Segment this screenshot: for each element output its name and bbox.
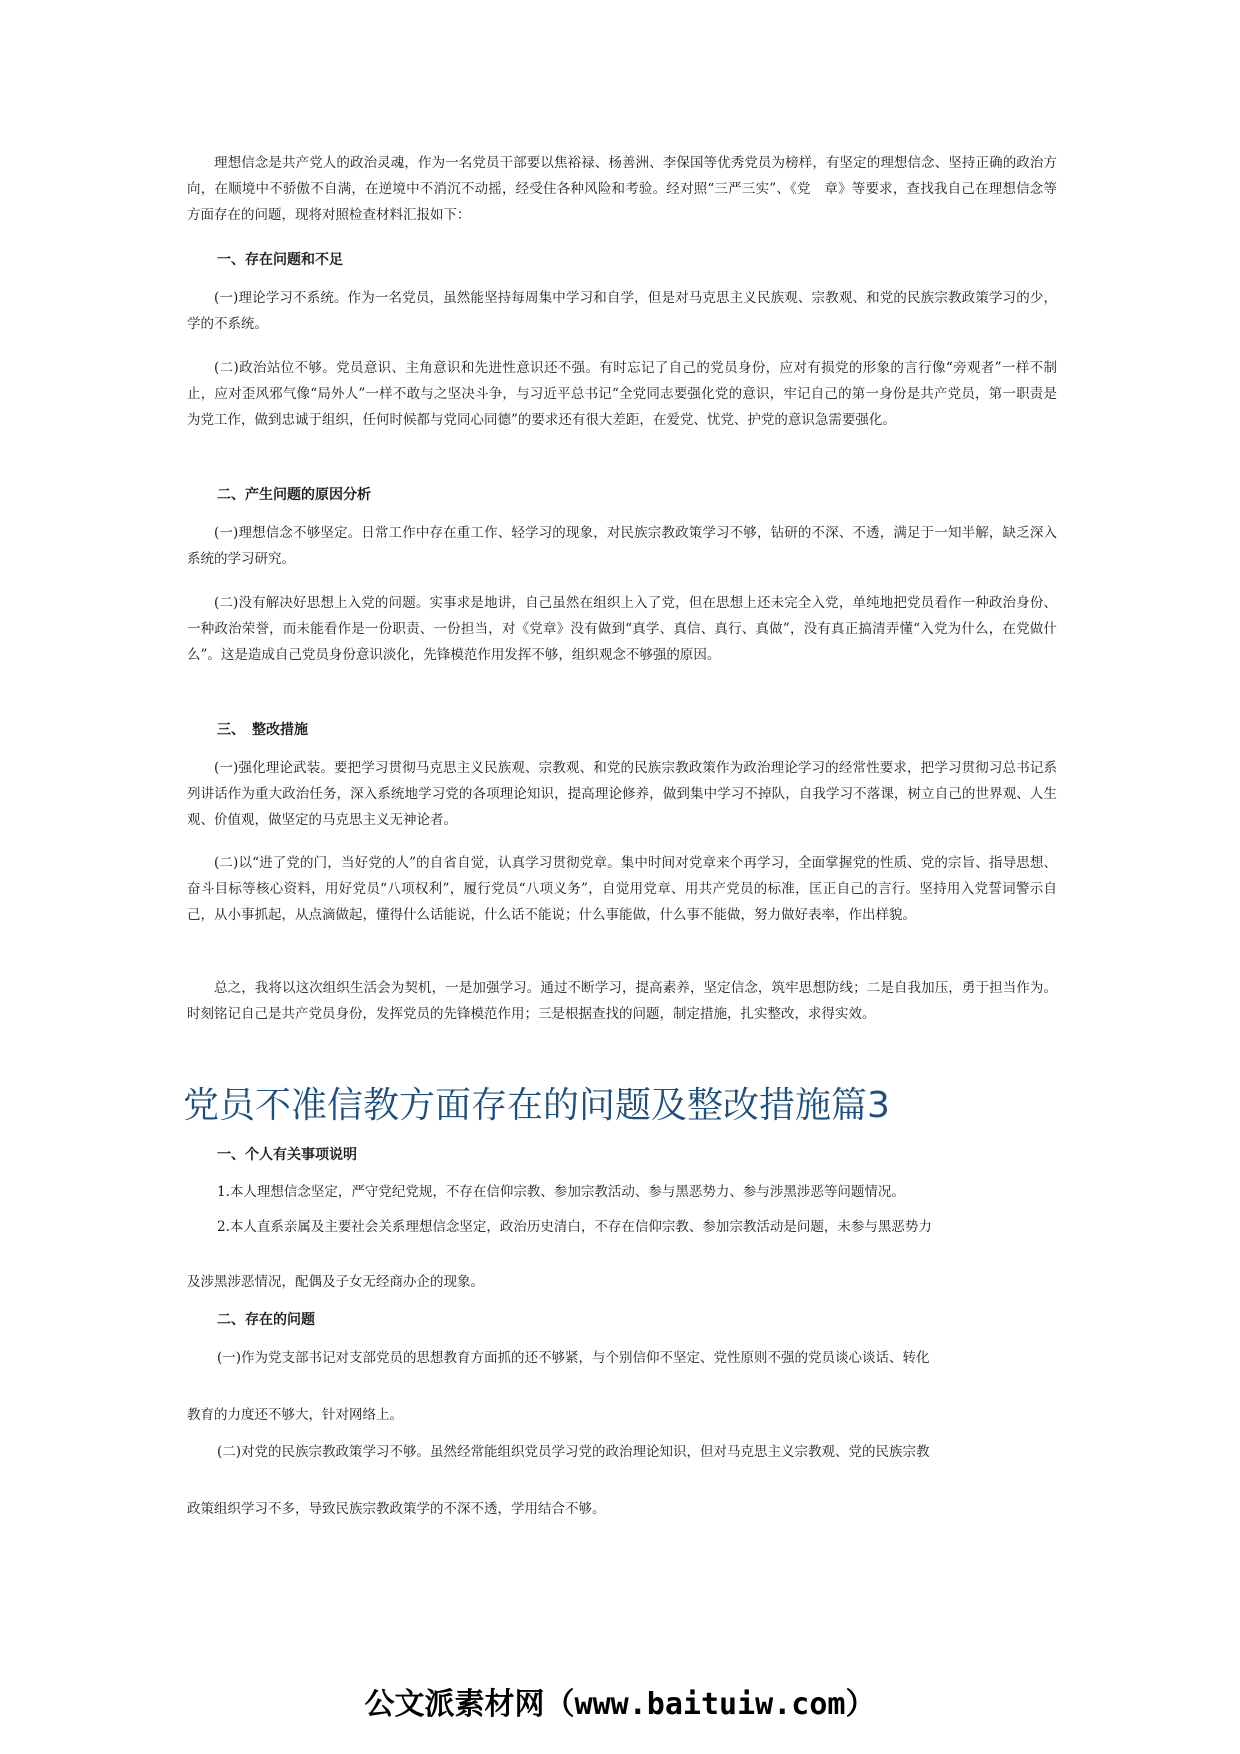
section-3-para-2 (187, 850, 1057, 928)
part3-para-1-line-1: (一)作为党支部书记对支部党员的思想教育方面抓的还不够紧，与个别信仰不坚定、党性原则不强的党员谈心谈话、转化 (217, 1350, 930, 1366)
conclusion-paragraph: 总之，我将以这次组织生活会为契机，一是加强学习。通过不断学习，提高素养，坚定信念，筑牢思想防线；二是自我加压，勇于担当作为。时刻铭记自己是共产党员身份，发挥党员的先锋模范作用；三是根据查找的问题，制定措施，扎实整改，求得实效。 (187, 980, 1057, 1022)
article-title: 党员不准信教方面存在的问题及整改措施篇3 (183, 1085, 890, 1126)
part3-para-2-line-2: 政策组织学习不多，导致民族宗教政策学的不深不透，学用结合不够。 (187, 1501, 606, 1517)
part3-para-2-line-1: (二)对党的民族宗教政策学习不够。虽然经常能组织党员学习党的政治理论知识，但对马克思主义宗教观、党的民族宗教 (217, 1444, 930, 1460)
section-2-para-1 (187, 520, 1057, 572)
part3-para-1-line-2: 教育的力度还不够大，针对网络上。 (187, 1407, 403, 1423)
part3-heading-1: 一、个人有关事项说明 (217, 1147, 357, 1163)
paragraph: (一)理想信念不够坚定。日常工作中存在重工作、轻学习的现象，对民族宗教政策学习不够，钻研的不深、不透，满足于一知半解，缺乏深入系统的学习研究。 (187, 525, 1057, 567)
intro-block (187, 150, 1057, 228)
part3-heading-2: 二、存在的问题 (217, 1312, 315, 1328)
paragraph: (一)强化理论武装。要把学习贯彻马克思主义民族观、宗教观、和党的民族宗教政策作为政治理论学习的经常性要求，把学习贯彻习总书记系列讲话作为重大政治任务，深入系统地学习党的各项理论知识，提高理论修养，做到集中学习不掉队，自我学习不落课，树立自己的世界观、人生观、价值观，做坚定的马克思主义无神论者。 (187, 760, 1057, 828)
section-1-para-2 (187, 355, 1057, 433)
section-2-para-2 (187, 590, 1057, 668)
paragraph: (一)理论学习不系统。作为一名党员，虽然能坚持每周集中学习和自学，但是对马克思主义民族观、宗教观、和党的民族宗教政策学习的少，学的不系统。 (187, 290, 1057, 332)
paragraph: (二)没有解决好思想上入党的问题。实事求是地讲，自己虽然在组织上入了党，但在思想上还未完全入党，单纯地把党员看作一种政治身份、一种政治荣誉，而未能看作是一份职责、一份担当，对《党章》没有做到“真学、真信、真行、真做”，没有真正搞清弄懂“入党为什么，在党做什么”。这是造成自己党员身份意识淡化，先锋模范作用发挥不够，组织观念不够强的原因。 (187, 595, 1057, 663)
part3-item-2-line-2: 及涉黑涉恶情况，配偶及子女无经商办企的现象。 (187, 1274, 484, 1290)
conclusion-block (187, 975, 1057, 1027)
section-heading: 三、 整改措施 (217, 722, 308, 738)
section-3-para-1 (187, 755, 1057, 833)
intro-paragraph: 理想信念是共产党人的政治灵魂，作为一名党员干部要以焦裕禄、杨善洲、李保国等优秀党员为榜样，有坚定的理想信念、坚持正确的政治方向，在顺境中不骄傲不自满，在逆境中不消沉不动摇，经受住各种风险和考验。经对照“三严三实”、《党 章》等要求，查找我自己在理想信念等方面存在的问题，现将对照检查材料汇报如下： (187, 155, 1057, 223)
part3-item-1: 1.本人理想信念坚定，严守党纪党规，不存在信仰宗教、参加宗教活动、参与黑恶势力、参与涉黑涉恶等问题情况。 (217, 1184, 905, 1200)
section-heading: 一、存在问题和不足 (217, 252, 343, 268)
part3-item-2-line-1: 2.本人直系亲属及主要社会关系理想信念坚定，政治历史清白，不存在信仰宗教、参加宗教活动是问题，未参与黑恶势力 (217, 1219, 932, 1235)
section-1-para-1 (187, 285, 1057, 337)
footer-watermark: 公文派素材网（www.baituiw.com） (364, 1687, 876, 1722)
section-heading: 二、产生问题的原因分析 (217, 487, 371, 503)
paragraph: (二)政治站位不够。党员意识、主角意识和先进性意识还不强。有时忘记了自己的党员身份，应对有损党的形象的言行像“旁观者”一样不制止，应对歪风邪气像“局外人”一样不敢与之坚决斗争，与习近平总书记“全党同志要强化党的意识，牢记自己的第一身份是共产党员，第一职责是为党工作，做到忠诚于组织，任何时候都与党同心同德”的要求还有很大差距，在爱党、忧党、护党的意识急需要强化。 (187, 360, 1057, 428)
paragraph: (二)以“进了党的门，当好党的人”的自省自觉，认真学习贯彻党章。集中时间对党章来个再学习，全面掌握党的性质、党的宗旨、指导思想、奋斗目标等核心资料，用好党员“八项权利”，履行党员“八项义务”，自觉用党章、用共产党员的标准，匡正自己的言行。坚持用入党誓词警示自己，从小事抓起，从点滴做起，懂得什么话能说，什么话不能说；什么事能做，什么事不能做，努力做好表率，作出样貌。 (187, 855, 1057, 923)
